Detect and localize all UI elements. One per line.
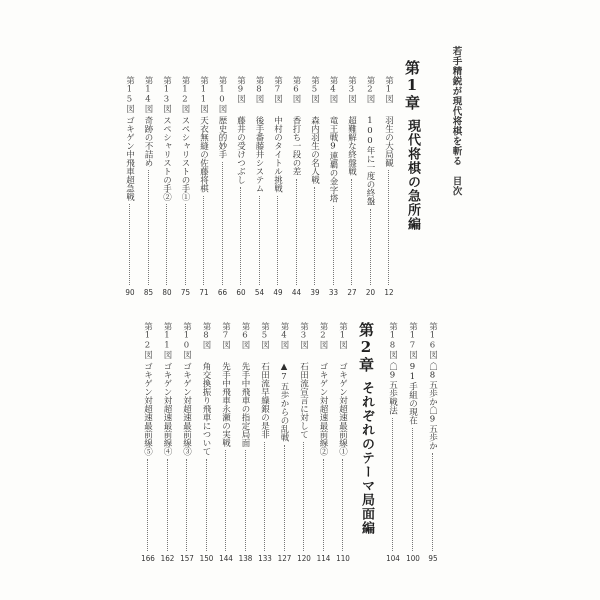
page-number: 114 bbox=[316, 554, 331, 563]
entry-title: 中村のタイトル挑戦 bbox=[272, 116, 283, 193]
entry-title: ゴキゲン対超速最前線① bbox=[337, 362, 348, 456]
figure-number: 第1図 bbox=[383, 76, 394, 103]
leader-dots bbox=[333, 206, 334, 285]
entry-title: 先手中飛車永瀬の実戦 bbox=[220, 362, 231, 447]
leader-dots bbox=[284, 445, 285, 551]
chapter-1-label: 第1章 bbox=[403, 60, 421, 111]
figure-number: 第5図 bbox=[309, 76, 320, 103]
page-number: 95 bbox=[428, 554, 438, 563]
page-number: 90 bbox=[125, 288, 135, 297]
figure-number: 第16図 bbox=[427, 322, 438, 359]
figure-number: 第17図 bbox=[407, 322, 418, 359]
leader-dots bbox=[129, 204, 130, 285]
figure-number: 第5図 bbox=[259, 322, 270, 349]
entry-title: スペシャリストの手① bbox=[180, 116, 190, 201]
leader-dots bbox=[342, 459, 343, 551]
leader-dots bbox=[277, 196, 278, 285]
figure-number: 第11図 bbox=[198, 76, 209, 113]
toc-entry bbox=[329, 76, 339, 300]
page-number: 33 bbox=[328, 288, 339, 297]
page-number: 157 bbox=[180, 554, 194, 563]
toc-entry bbox=[181, 76, 191, 300]
toc-entry bbox=[218, 76, 228, 300]
entry-title: ゴキゲン対超速最前線③ bbox=[181, 362, 192, 456]
page-number: 80 bbox=[162, 288, 172, 297]
page-number: 120 bbox=[297, 554, 311, 563]
leader-dots bbox=[259, 196, 260, 285]
figure-number: 第2図 bbox=[318, 322, 328, 349]
leader-dots bbox=[206, 459, 207, 551]
entry-title: 100年に一度の終盤 bbox=[365, 116, 375, 206]
page-number: 54 bbox=[254, 288, 265, 297]
leader-dots bbox=[392, 418, 393, 551]
page-number: 27 bbox=[347, 288, 357, 297]
page-number: 12 bbox=[384, 288, 394, 297]
toc-entry bbox=[408, 322, 418, 566]
chapter-1-heading bbox=[404, 60, 419, 231]
entry-title: 91手組の現在 bbox=[407, 362, 418, 425]
chapter-2-heading bbox=[358, 322, 373, 535]
figure-number: 第11図 bbox=[162, 322, 172, 359]
entry-title: ゴキゲン対超速最前線⑤ bbox=[142, 362, 153, 456]
figure-number: 第18図 bbox=[387, 322, 398, 359]
leader-dots bbox=[166, 204, 167, 285]
entry-title: 先手中飛車の指定局面 bbox=[240, 362, 250, 447]
leader-dots bbox=[245, 450, 246, 551]
entry-title: ☖8五歩か☖9五歩か bbox=[427, 362, 438, 450]
toc-entry bbox=[428, 322, 438, 566]
figure-number: 第1図 bbox=[337, 322, 348, 349]
toc-entry bbox=[199, 76, 209, 300]
page-number: 110 bbox=[336, 554, 350, 563]
toc-entry bbox=[160, 322, 175, 566]
page-number: 44 bbox=[291, 288, 302, 297]
leader-dots bbox=[351, 179, 352, 285]
toc-entry bbox=[299, 322, 309, 566]
entry-title: 後手番藤井システム bbox=[254, 116, 264, 193]
leader-dots bbox=[225, 450, 226, 551]
entry-title: ゴキゲン対超速最前線② bbox=[318, 362, 328, 456]
figure-number: 第13図 bbox=[161, 76, 172, 113]
page-number: 138 bbox=[238, 554, 253, 563]
entry-title: 竜王戦9連覇の金字塔 bbox=[328, 116, 338, 203]
figure-number: 第10図 bbox=[181, 322, 192, 359]
toc-entry bbox=[388, 322, 398, 566]
toc-entry bbox=[182, 322, 192, 566]
page-number: 49 bbox=[273, 288, 283, 297]
figure-number: 第7図 bbox=[220, 322, 231, 349]
figure-number: 第2図 bbox=[365, 76, 375, 103]
leader-dots bbox=[432, 453, 433, 551]
figure-number: 第4図 bbox=[279, 322, 289, 349]
entry-title: 藤井の受けつぶし bbox=[235, 116, 246, 184]
toc-entry bbox=[162, 76, 172, 300]
toc-entry bbox=[125, 76, 135, 300]
entry-title: 石田流早繰銀の是非 bbox=[259, 362, 270, 439]
toc-entry bbox=[260, 322, 270, 566]
toc-entry bbox=[277, 322, 292, 566]
figure-number: 第10図 bbox=[217, 76, 227, 113]
toc-entry bbox=[310, 76, 320, 300]
leader-dots bbox=[167, 459, 168, 551]
leader-dots bbox=[203, 196, 204, 285]
toc-entry bbox=[144, 76, 154, 300]
figure-number: 第15図 bbox=[124, 76, 135, 113]
entry-title: 天衣無縫の佐藤将棋 bbox=[198, 116, 209, 193]
figure-number: 第8図 bbox=[201, 322, 211, 349]
leader-dots bbox=[303, 442, 304, 551]
page-number: 66 bbox=[217, 288, 228, 297]
entry-title: 香打ち一段の差 bbox=[291, 116, 301, 176]
figure-number: 第3図 bbox=[346, 76, 357, 103]
toc-entry bbox=[338, 322, 348, 566]
toc-entry bbox=[221, 322, 231, 566]
page-number: 75 bbox=[180, 288, 191, 297]
figure-number: 第6図 bbox=[291, 76, 301, 103]
page-number: 71 bbox=[199, 288, 209, 297]
leader-dots bbox=[412, 428, 413, 551]
chapter-2-label: 第2章 bbox=[357, 322, 375, 373]
toc-entry bbox=[143, 322, 153, 566]
leader-dots bbox=[185, 204, 186, 285]
entry-title: ゴキゲン中飛車超急戦 bbox=[124, 116, 135, 201]
toc-entry bbox=[347, 76, 357, 300]
toc-entry bbox=[236, 76, 246, 300]
entry-title: ▲7五歩からの乱戦 bbox=[279, 362, 289, 442]
page-number: 127 bbox=[277, 554, 292, 563]
toc-entry bbox=[384, 76, 394, 300]
entry-title: ☖9五歩戦法 bbox=[387, 362, 398, 415]
figure-number: 第7図 bbox=[272, 76, 283, 103]
leader-dots bbox=[147, 459, 148, 551]
book-title: 若手精鋭が現代将棋を斬る 目次 bbox=[450, 46, 462, 196]
toc-entry bbox=[255, 76, 265, 300]
entry-title: 歴史的妙手 bbox=[217, 116, 227, 159]
page-number: 100 bbox=[406, 554, 420, 563]
entry-title: 石田流宣言に対して bbox=[298, 362, 309, 439]
page-number: 162 bbox=[160, 554, 175, 563]
entry-title: 森内羽生の名人戦 bbox=[309, 116, 320, 184]
figure-number: 第3図 bbox=[298, 322, 309, 349]
figure-number: 第4図 bbox=[328, 76, 338, 103]
leader-dots bbox=[222, 162, 223, 285]
entry-title: ゴキゲン対超速最前線④ bbox=[162, 362, 172, 456]
entry-title: 角交換振り飛車について bbox=[201, 362, 211, 456]
toc-entry bbox=[199, 322, 214, 566]
figure-number: 第12図 bbox=[180, 76, 190, 113]
figure-number: 第6図 bbox=[240, 322, 250, 349]
entry-title: 羽生の大局観 bbox=[383, 116, 394, 167]
figure-number: 第14図 bbox=[143, 76, 153, 113]
toc-entry bbox=[238, 322, 253, 566]
page-number: 60 bbox=[236, 288, 246, 297]
leader-dots bbox=[240, 187, 241, 285]
toc-entry bbox=[292, 76, 302, 300]
chapter-1-title: 現代将棋の急所編 bbox=[405, 119, 420, 231]
page-number: 20 bbox=[365, 288, 376, 297]
page-number: 39 bbox=[310, 288, 320, 297]
leader-dots bbox=[323, 459, 324, 551]
leader-dots bbox=[296, 179, 297, 285]
entry-title: スペシャリストの手② bbox=[161, 116, 172, 201]
toc-entry bbox=[366, 76, 376, 300]
page-number: 166 bbox=[141, 554, 155, 563]
entry-title: 奇跡の不詰め bbox=[143, 116, 153, 167]
leader-dots bbox=[186, 459, 187, 551]
chapter-2-title: それぞれのテーマ局面編 bbox=[359, 381, 374, 535]
leader-dots bbox=[370, 209, 371, 285]
leader-dots bbox=[264, 442, 265, 551]
toc-entry bbox=[316, 322, 331, 566]
leader-dots bbox=[314, 187, 315, 285]
figure-number: 第8図 bbox=[254, 76, 264, 103]
page-number: 150 bbox=[199, 554, 214, 563]
page-number: 85 bbox=[143, 288, 154, 297]
leader-dots bbox=[148, 170, 149, 285]
entry-title: 超難解な終盤戦 bbox=[346, 116, 357, 176]
page-number: 133 bbox=[258, 554, 272, 563]
page-number: 144 bbox=[219, 554, 233, 563]
figure-number: 第12図 bbox=[142, 322, 153, 359]
toc-entry bbox=[273, 76, 283, 300]
page-number: 104 bbox=[386, 554, 400, 563]
figure-number: 第9図 bbox=[235, 76, 246, 103]
leader-dots bbox=[388, 170, 389, 285]
